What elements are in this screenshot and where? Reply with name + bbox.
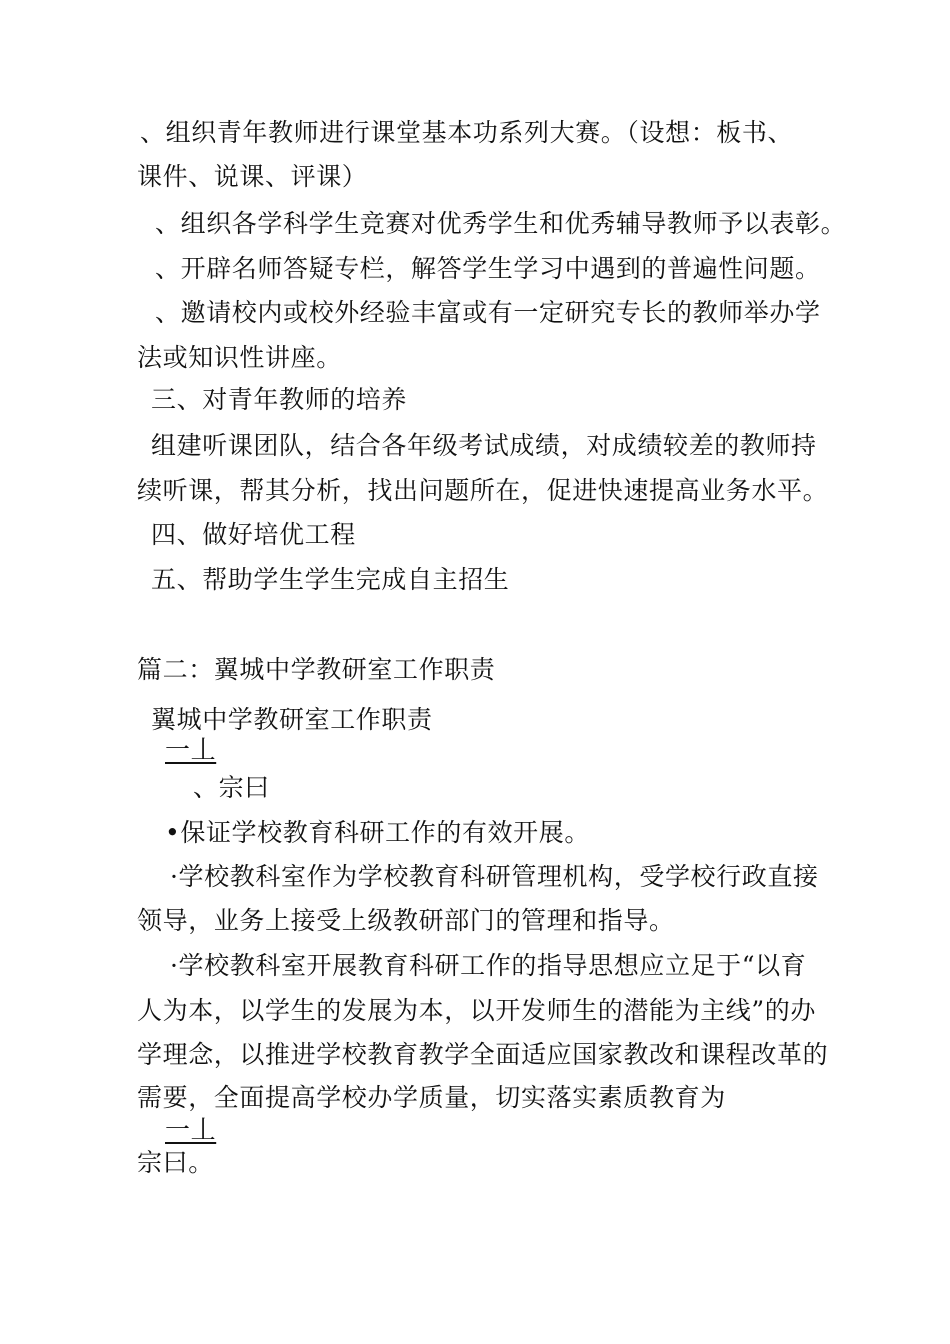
paragraph-line: 法或知识性讲座。: [137, 343, 342, 372]
paragraph-line: 需要，全面提高学校办学质量，切实落实素质教育为: [137, 1083, 726, 1112]
bullet-line: ·学校教科室开展教育科研工作的指导思想应立足于“以育: [170, 951, 807, 980]
bullet-line: •保证学校教育科研工作的有效开展。: [165, 818, 590, 847]
garbled-fragment: 一丄: [165, 1115, 217, 1144]
garbled-fragment: 一丄: [165, 735, 217, 764]
paragraph-line: 组建听课团队，结合各年级考试成绩，对成绩较差的教师持: [151, 431, 817, 460]
paragraph-line: 领导，业务上接受上级教研部门的管理和指导。: [137, 906, 675, 935]
paragraph-line: 课件、说课、评课）: [137, 162, 368, 191]
bullet-line: ·学校教科室作为学校教育科研管理机构，受学校行政直接: [170, 862, 819, 891]
section-heading: 三、对青年教师的培养: [151, 385, 408, 414]
section-heading: 四、做好培优工程: [151, 520, 356, 549]
subheading: 、宗曰: [193, 773, 270, 802]
paragraph-line: 、邀请校内或校外经验丰富或有一定研究专长的教师举办学: [155, 298, 821, 327]
paragraph-line: 续听课，帮其分析，找出问题所在，促进快速提高业务水平。: [137, 476, 829, 505]
paragraph-line: 学理念，以推进学校教育教学全面适应国家教改和课程改革的: [137, 1040, 829, 1069]
paragraph-line: 宗曰。: [137, 1148, 214, 1177]
article-title: 篇二：翼城中学教研室工作职责: [137, 655, 496, 684]
section-heading: 五、帮助学生学生完成自主招生: [151, 565, 510, 594]
document-title: 翼城中学教研室工作职责: [151, 705, 433, 734]
paragraph-line: 、组织各学科学生竞赛对优秀学生和优秀辅导教师予以表彰。: [155, 209, 847, 238]
paragraph-line: 人为本，以学生的发展为本，以开发师生的潜能为主线”的办: [137, 996, 816, 1025]
paragraph-line: 、开辟名师答疑专栏，解答学生学习中遇到的普遍性问题。: [155, 254, 821, 283]
paragraph-line: 、组织青年教师进行课堂基本功系列大赛。（设想：板书、: [140, 118, 794, 147]
